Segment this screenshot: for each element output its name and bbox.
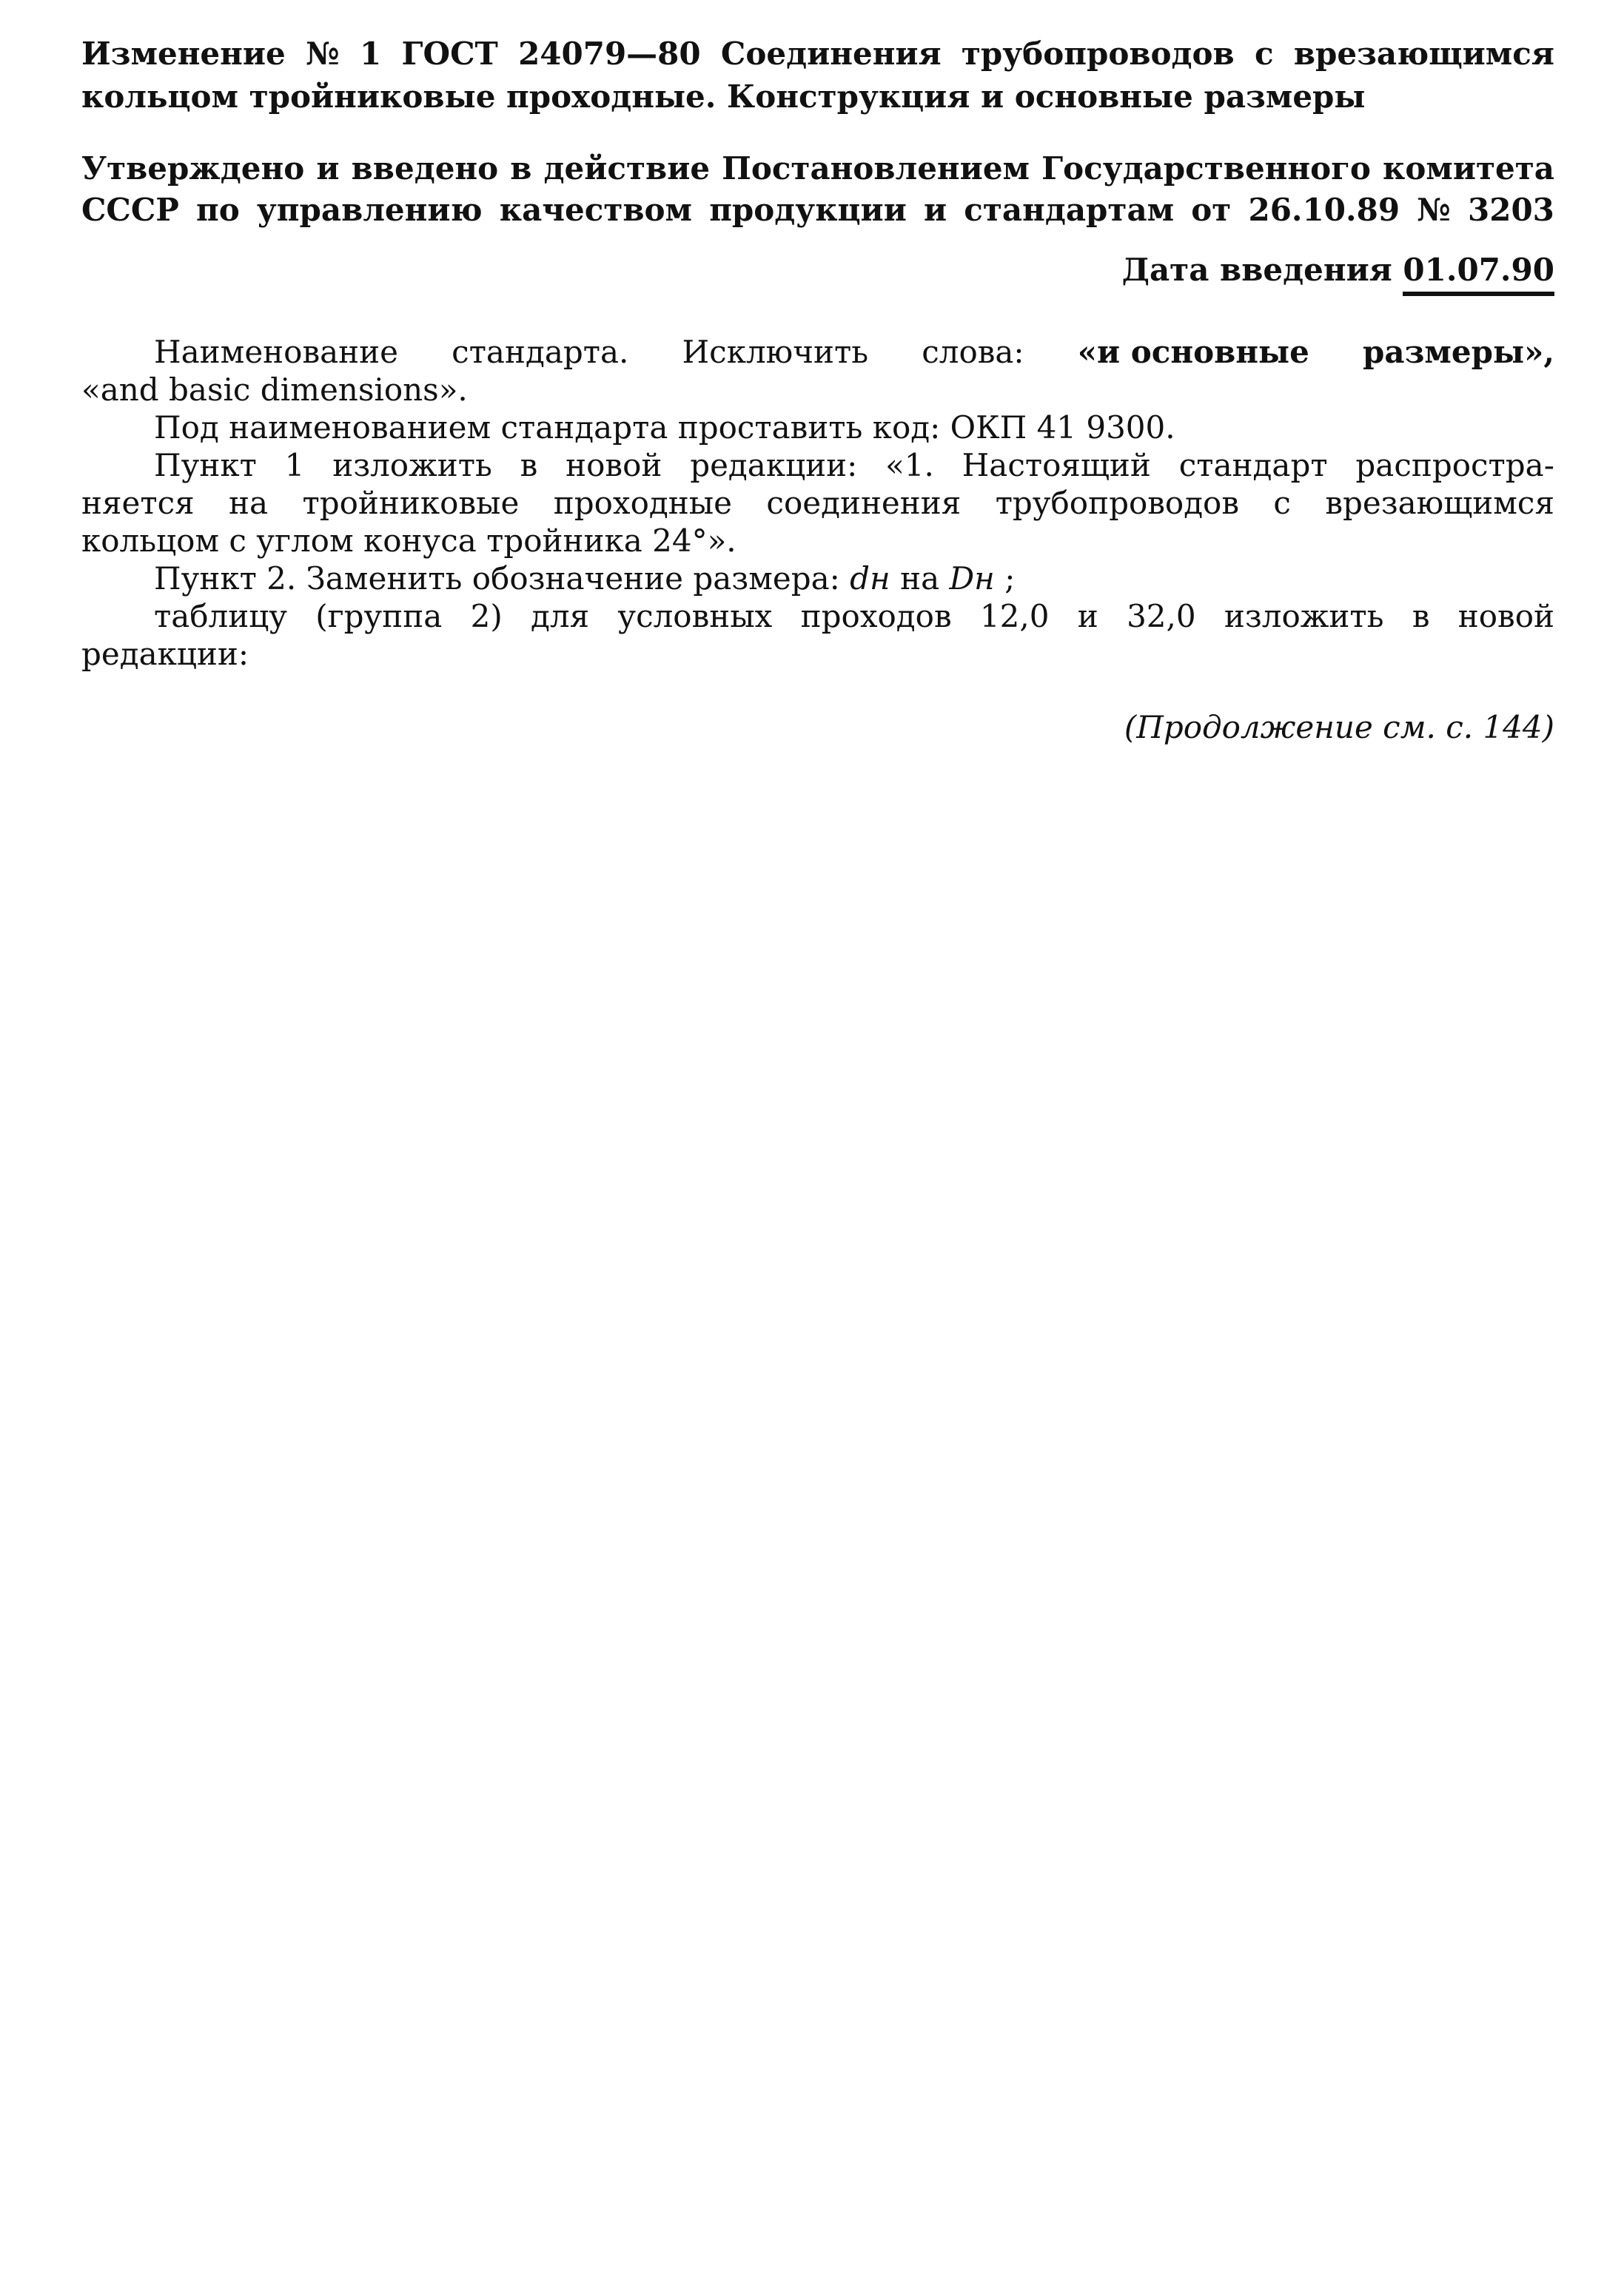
body-word: изложить bbox=[1224, 598, 1384, 634]
approval-word: управлению bbox=[256, 192, 483, 228]
approval-line-2 bbox=[81, 189, 1554, 231]
symbol-Dn: Dн bbox=[949, 560, 995, 597]
body-word: 2) bbox=[470, 598, 503, 634]
approval-word: качеством bbox=[499, 192, 693, 228]
body-word: соединения bbox=[766, 485, 962, 521]
body-word: условных bbox=[617, 598, 773, 634]
amendment-title bbox=[81, 33, 1554, 118]
body-word: редакции: bbox=[690, 447, 858, 483]
body-word: в bbox=[1412, 598, 1430, 634]
body-word: тройниковые bbox=[302, 485, 520, 521]
approval-word: 3203 bbox=[1468, 192, 1554, 228]
title-word: Соединения bbox=[720, 36, 942, 72]
body-word: распростра- bbox=[1355, 447, 1554, 483]
paragraph-4-prefix: Пункт 2. Заменить обозначение размера: bbox=[154, 560, 840, 597]
body-word: стандарта. bbox=[452, 334, 629, 370]
body-word: няется bbox=[81, 485, 195, 521]
effective-date-value: 01.07.90 bbox=[1403, 250, 1554, 296]
approval-word: продукции bbox=[709, 192, 907, 228]
body-word: Исключить bbox=[682, 334, 869, 370]
title-word: ГОСТ bbox=[401, 36, 498, 72]
body-word: слова: bbox=[922, 334, 1024, 370]
title-word: с bbox=[1255, 36, 1274, 72]
approval-word: Постановлением bbox=[722, 150, 1030, 187]
approval-word: стандартам bbox=[964, 192, 1175, 228]
title-line-1 bbox=[81, 33, 1554, 75]
approval-word: 26.10.89 bbox=[1248, 192, 1400, 228]
body-word: «1. bbox=[885, 447, 934, 483]
body-word: врезающимся bbox=[1325, 485, 1554, 521]
paragraph-5-line-1 bbox=[81, 597, 1554, 635]
approval-word: СССР bbox=[81, 192, 179, 228]
approval-word: Утверждено bbox=[81, 150, 305, 187]
body-word: изложить bbox=[332, 447, 492, 483]
paragraph-3-line-1 bbox=[81, 446, 1554, 484]
paragraph-5-line-2: редакции: bbox=[81, 636, 249, 672]
body-word: Наименование bbox=[154, 334, 398, 370]
approval-word: в bbox=[510, 150, 532, 187]
paragraph-4 bbox=[81, 560, 1554, 597]
title-word: врезающимся bbox=[1293, 36, 1554, 72]
continuation-note: (Продолжение см. с. 144) bbox=[1124, 709, 1554, 745]
body-word: (группа bbox=[315, 598, 443, 634]
approval-word: комитета bbox=[1383, 150, 1554, 187]
paragraph-4-suffix: ; bbox=[1004, 560, 1016, 597]
approval-line-1 bbox=[81, 148, 1554, 189]
body-word: 32,0 bbox=[1127, 598, 1196, 634]
document-content bbox=[81, 33, 1554, 747]
title-word: 24079—80 bbox=[518, 36, 701, 72]
approval-word: по bbox=[196, 192, 240, 228]
body-word: проходные bbox=[553, 485, 733, 521]
effective-date-label: Дата введения bbox=[1121, 252, 1392, 288]
approval-word: № bbox=[1417, 192, 1451, 228]
approval-word: и bbox=[924, 192, 947, 228]
approval-word: и bbox=[316, 150, 340, 187]
paragraph-4-middle: на bbox=[900, 560, 940, 597]
body-word: с bbox=[1273, 485, 1291, 521]
paragraph-3-line-3: кольцом с углом конуса тройника 24°». bbox=[81, 523, 736, 559]
body-word: на bbox=[229, 485, 269, 521]
paragraph-1-line-2: «and basic dimensions». bbox=[81, 372, 468, 408]
body-word-bold: размеры», bbox=[1363, 334, 1554, 370]
body-word: трубопроводов bbox=[995, 485, 1239, 521]
body-word: для bbox=[531, 598, 590, 634]
body-word: новой bbox=[566, 447, 662, 483]
body-word-bold: «и основные bbox=[1077, 334, 1309, 370]
title-word: Изменение bbox=[81, 36, 286, 72]
amendment-body bbox=[81, 333, 1554, 673]
body-word: Пункт bbox=[154, 447, 257, 483]
paragraph-3-line-2 bbox=[81, 484, 1554, 522]
title-word: трубопроводов bbox=[961, 36, 1235, 72]
paragraph-1-line-1 bbox=[81, 333, 1554, 371]
body-word: и bbox=[1077, 598, 1098, 634]
body-word: в bbox=[520, 447, 538, 483]
body-word: 12,0 bbox=[979, 598, 1050, 634]
approval-word: введено bbox=[351, 150, 499, 187]
body-word: проходов bbox=[800, 598, 952, 634]
title-word: 1 bbox=[360, 36, 382, 72]
body-word: стандарт bbox=[1178, 447, 1328, 483]
approval-statement bbox=[81, 148, 1554, 231]
paragraph-2: Под наименованием стандарта проставить код: ОКП 41 9300. bbox=[154, 409, 1175, 446]
approval-word: Государственного bbox=[1041, 150, 1371, 187]
symbol-dn: dн bbox=[850, 560, 890, 597]
body-word: таблицу bbox=[154, 598, 287, 634]
body-word: 1 bbox=[284, 447, 305, 483]
title-word: № bbox=[306, 36, 340, 72]
approval-word: действие bbox=[543, 150, 711, 187]
title-line-2: кольцом тройниковые проходные. Конструкция и основные размеры bbox=[81, 78, 1366, 115]
effective-date bbox=[81, 250, 1554, 296]
body-word: новой bbox=[1457, 598, 1554, 634]
body-word: Настоящий bbox=[962, 447, 1151, 483]
approval-word: от bbox=[1191, 192, 1232, 228]
